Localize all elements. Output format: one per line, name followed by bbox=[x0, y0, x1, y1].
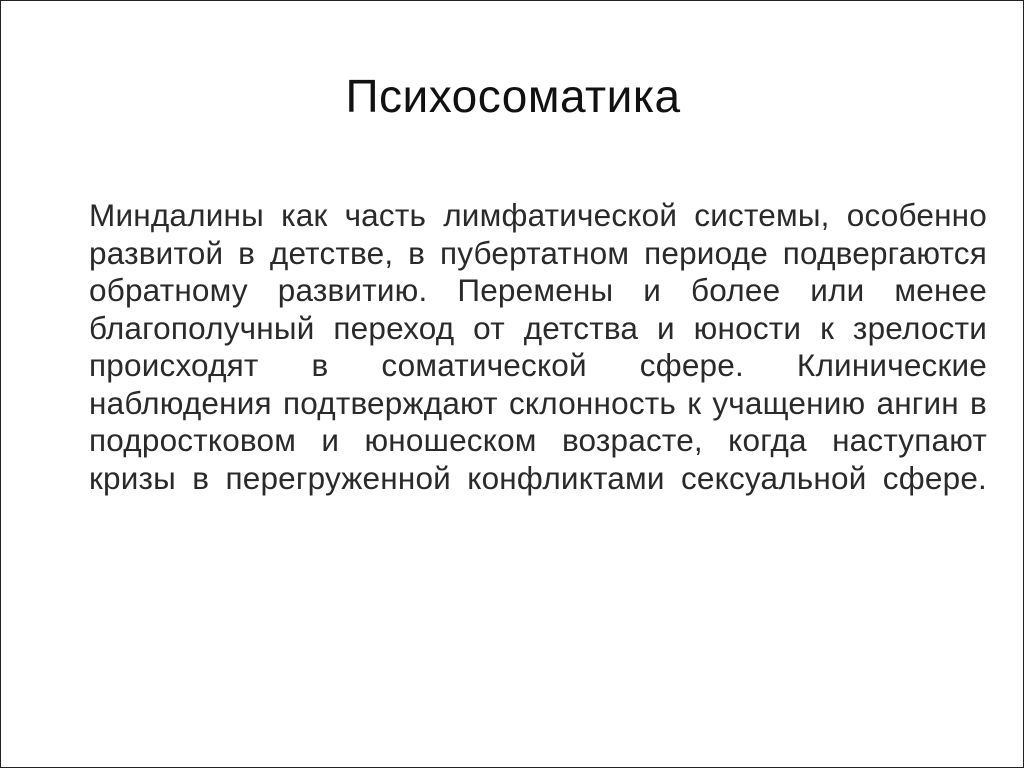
slide-title: Психосоматика bbox=[345, 70, 681, 122]
slide-body-text: Миндалины как часть лимфатической системы, особенно развитой в детстве, в пубертатном периоде подвергаются обратному развитию. Перемены и более или менее благополучный переход от детства и юности к зрелости происходят в соматической сфере. Клинические наблюдения подтверждают склонность к учащению ангин в подростковом и юношеском возрасте, когда наступают кризы в перегруженной конфликтами сексуальной сфере. bbox=[89, 197, 987, 496]
